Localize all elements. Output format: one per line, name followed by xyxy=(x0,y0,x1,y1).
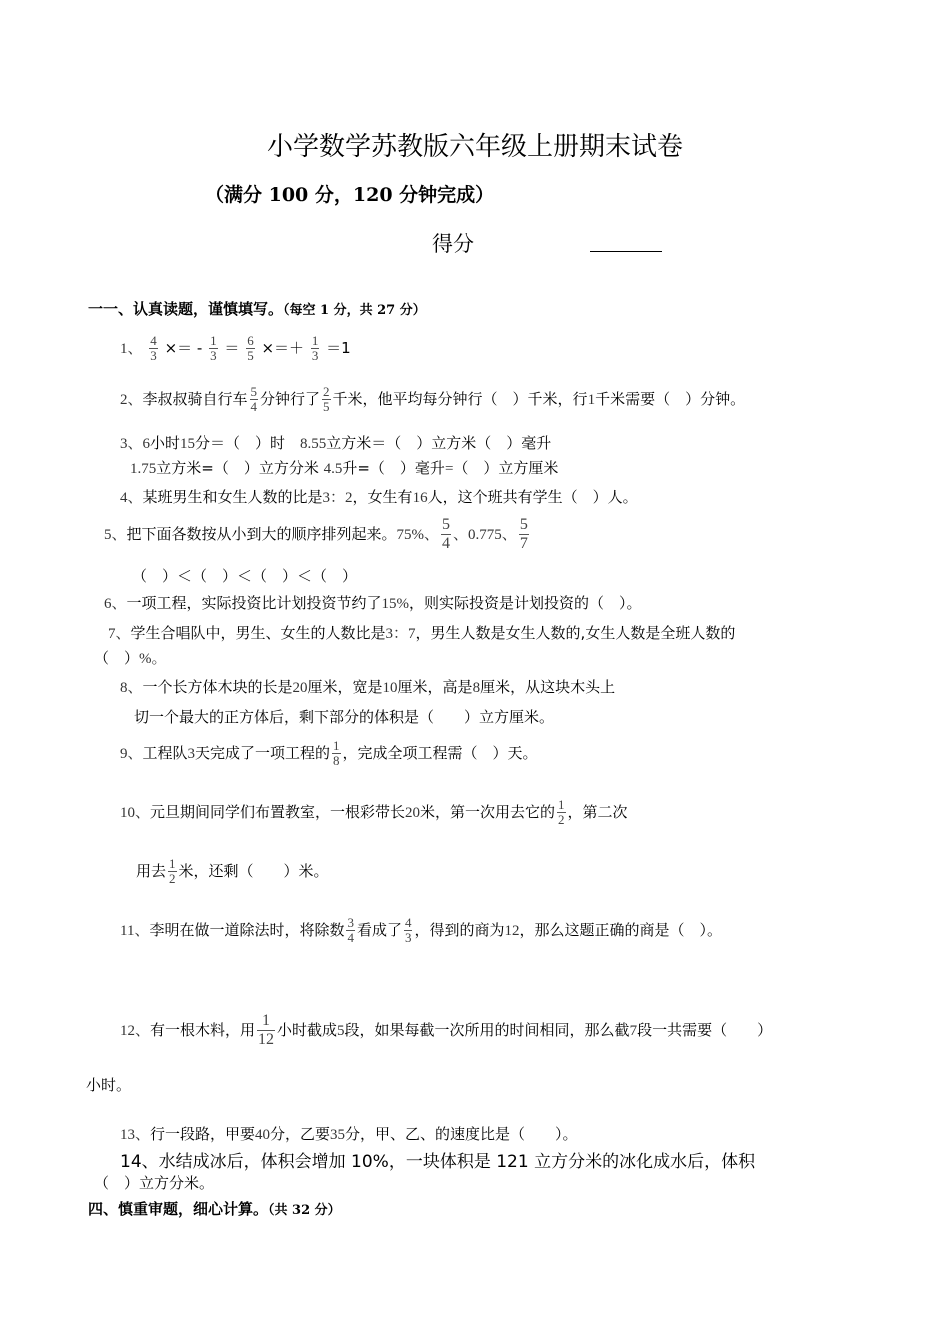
q10-text-3: 米，第一次用去它的 xyxy=(420,803,556,821)
section1-heading xyxy=(88,298,426,319)
q1-text-4: ＝1 xyxy=(326,339,351,357)
q3-text-5: 立方米＝（ ）立方米（ ）毫升 xyxy=(326,434,552,452)
q4-text-1: 某班男生和女生人数的比是 xyxy=(142,488,323,506)
q4-number: 4、 xyxy=(120,490,143,506)
q10-number: 10、 xyxy=(120,805,151,821)
q9-number: 9、 xyxy=(120,746,143,762)
question-5 xyxy=(104,516,531,553)
q9-text-1: 工程队 xyxy=(142,744,188,762)
q1-text-2: ＝ xyxy=(224,339,240,357)
q12-fraction-1: $\frac{1}{12}$ xyxy=(258,1012,275,1048)
score-label: 得分 xyxy=(432,232,474,256)
q8-text-5: 厘米，高是 xyxy=(397,678,473,696)
q3-text-3: 分＝（ ）时 xyxy=(195,434,301,452)
q13-number: 13、 xyxy=(120,1127,151,1143)
section1-title: 一一、认真读题，谨慎填写。 xyxy=(88,300,284,318)
q12-text-4: 段，如果每截一次所用的时间相同，那么截 xyxy=(344,1021,630,1039)
q3-number: 3、6 xyxy=(120,436,151,452)
q5-text-4: 、0.775、 xyxy=(453,527,517,543)
q2-number: 2、 xyxy=(120,392,143,408)
q4-text-3: ，女生有 xyxy=(352,488,413,506)
q11-text-4: 12 xyxy=(504,923,520,939)
q11-text-1: 李明在做一道除法时，将除数 xyxy=(149,921,345,939)
section4-note: （共 32 分） xyxy=(268,1203,341,1218)
question-8-line-1 xyxy=(120,676,615,697)
q11-fraction-1: $\frac{3}{4}$ xyxy=(347,915,354,945)
question-14-line-2: （ ）立方分米。 xyxy=(94,1174,215,1192)
question-13 xyxy=(120,1123,578,1144)
q2-text-5: 千米需要（ ）分钟。 xyxy=(595,390,746,408)
q7-text-3: ，男生人数是女生人数的,女生人数是全班人数的 xyxy=(415,624,736,642)
q2-text-3: 千米，他平均每分钟行（ ）千米，行 xyxy=(332,390,588,408)
q10-text-5: 用去 xyxy=(136,862,167,880)
q5-text-3: 、 xyxy=(424,527,440,543)
q2-fraction-2: $\frac{2}{5}$ xyxy=(323,384,330,414)
q10-fraction-2: $\frac{1}{2}$ xyxy=(169,856,176,886)
section4-heading xyxy=(88,1198,341,1219)
q12-text-2: 小时截成 xyxy=(277,1021,338,1039)
q12-number: 12、 xyxy=(120,1023,151,1039)
page-subtitle: （满分 100 分，120 分钟完成） xyxy=(205,184,495,206)
q12-text-3: 5 xyxy=(337,1023,345,1039)
q8-text-2: 20 xyxy=(292,680,308,696)
q10-text-1: 元旦期间同学们布置教室，一根彩带长 xyxy=(150,803,406,821)
q3-text-7: 立方米=（ ）立方分米 xyxy=(156,459,319,477)
q8-text-4: 10 xyxy=(382,680,398,696)
q3-text-11: （ ）立方厘米 xyxy=(453,459,559,477)
q1-fraction-3: $\frac{6}{5}$ xyxy=(247,333,254,363)
q13-text-1: 行一段路，甲要 xyxy=(150,1125,256,1143)
q9-fraction-1: $\frac{1}{8}$ xyxy=(333,738,340,768)
q10-fraction-1: $\frac{1}{2}$ xyxy=(558,797,565,827)
q9-text-2: 3 xyxy=(187,746,196,762)
q8-text-7: 厘米，从这块木头上 xyxy=(480,678,616,696)
q11-number: 11、 xyxy=(120,923,150,939)
question-9 xyxy=(120,739,538,768)
q12-text-5: 7 xyxy=(629,1023,638,1039)
question-6 xyxy=(104,592,642,613)
section1-note: （每空 1 分，共 27 分） xyxy=(283,303,426,318)
q3-text-1: 小时 xyxy=(150,434,181,452)
q3-text-8: 4.5 xyxy=(323,461,343,477)
q9-text-3: 天完成了一项工程的 xyxy=(195,744,331,762)
question-10-line-2 xyxy=(136,857,329,886)
q3-text-4: 8.55 xyxy=(300,436,327,452)
q6-text-2: 15% xyxy=(381,596,410,612)
section4-title: 四、慎重审题，细心计算。 xyxy=(88,1200,269,1218)
q13-text-3: 分，乙要 xyxy=(270,1125,331,1143)
question-3-line-1 xyxy=(120,432,551,453)
q4-text-2: 3：2 xyxy=(322,490,353,506)
q4-text-4: 16 xyxy=(412,490,428,506)
q5-order-blanks: （ ）＜（ ）＜（ ）＜（ ） xyxy=(132,567,358,585)
page-title: 小学数学苏教版六年级上册期末试卷 xyxy=(266,132,683,162)
q11-text-3: ，得到的商为 xyxy=(414,921,505,939)
question-11 xyxy=(120,916,722,945)
question-7-line-2 xyxy=(94,647,167,668)
q5-text-2: 75% xyxy=(396,527,425,543)
q3-text-6: 1.75 xyxy=(130,461,157,477)
q1-fraction-2: $\frac{1}{3}$ xyxy=(210,333,217,363)
q11-text-5: ，那么这题正确的商是（ ）。 xyxy=(519,921,723,939)
q12-text-1: 有一根木料，用 xyxy=(150,1021,256,1039)
question-1 xyxy=(120,334,351,363)
q8-text-3: 厘米，宽是 xyxy=(307,678,383,696)
q10-text-2: 20 xyxy=(405,805,421,821)
question-10-line-1 xyxy=(120,798,628,827)
question-14-line-1: 14、水结成冰后，体积会增加 10%，一块体积是 121 立方分米的冰化成水后，体积 xyxy=(120,1152,756,1172)
q4-text-5: 人，这个班共有学生（ ）人。 xyxy=(427,488,638,506)
q2-fraction-1: $\frac{5}{4}$ xyxy=(250,384,258,414)
q9-text-4: ，完成全项工程需（ ）天。 xyxy=(342,744,538,762)
q3-text-2: 15 xyxy=(180,436,196,452)
q1-fraction-4: $\frac{1}{3}$ xyxy=(311,333,319,363)
q7-text-5: %。 xyxy=(139,651,167,667)
q8-number: 8、 xyxy=(120,680,143,696)
score-blank xyxy=(590,251,662,252)
q12-text-6: 段一共需要（ ） xyxy=(637,1021,773,1039)
q8-text-1: 一个长方体木块的长是 xyxy=(142,678,293,696)
q5-text-1: 把下面各数按从小到大的顺序排列起来。 xyxy=(126,525,397,543)
q1-fraction-1: $\frac{4}{3}$ xyxy=(150,333,157,363)
q3-text-9: 升=（ ）毫升 xyxy=(342,459,445,477)
q7-text-1: 学生合唱队中，男生、女生的人数比是 xyxy=(130,624,386,642)
question-7-line-1 xyxy=(108,622,735,643)
q8-text-6: 8 xyxy=(472,680,481,696)
q1-text-1: ×＝ - xyxy=(164,339,203,357)
q11-fraction-2: $\frac{4}{3}$ xyxy=(404,915,412,945)
q11-text-2: 看成了 xyxy=(356,921,402,939)
q7-text-4: （ ） xyxy=(94,649,140,667)
q10-text-4: ，第二次 xyxy=(567,803,628,821)
q3-text-10: = xyxy=(444,461,454,477)
q5-fraction-1: $\frac{5}{4}$ xyxy=(442,516,451,552)
q2-text-1: 李叔叔骑自行车 xyxy=(142,390,248,408)
question-12-line-2: 小时。 xyxy=(86,1076,132,1094)
question-4 xyxy=(120,486,638,507)
q10-text-6: 米，还剩（ ）米。 xyxy=(178,862,329,880)
q1-text-3: ×＝＋ xyxy=(261,339,305,357)
q6-text-1: 一项工程，实际投资比计划投资节约了 xyxy=(126,594,382,612)
q1-number: 1、 xyxy=(120,341,143,357)
question-3-line-2 xyxy=(130,457,558,478)
q13-text-4: 35 xyxy=(330,1127,346,1143)
question-12-line-1 xyxy=(120,1012,772,1049)
question-8-line-2: 切一个最大的正方体后，剩下部分的体积是（ ）立方厘米。 xyxy=(134,708,555,726)
q5-number: 5、 xyxy=(104,527,127,543)
q7-number: 7、 xyxy=(108,626,131,642)
q2-text-2: 分钟行了 xyxy=(260,390,321,408)
q5-fraction-2: $\frac{5}{7}$ xyxy=(519,516,528,552)
q2-text-4: 1 xyxy=(587,392,596,408)
q6-text-3: ，则实际投资是计划投资的（ ）。 xyxy=(409,594,642,612)
q7-text-2: 3：7 xyxy=(385,626,416,642)
q13-text-5: 分，甲、乙、的速度比是（ ）。 xyxy=(345,1125,578,1143)
q13-text-2: 40 xyxy=(255,1127,271,1143)
q6-number: 6、 xyxy=(104,596,127,612)
question-2 xyxy=(120,385,745,414)
